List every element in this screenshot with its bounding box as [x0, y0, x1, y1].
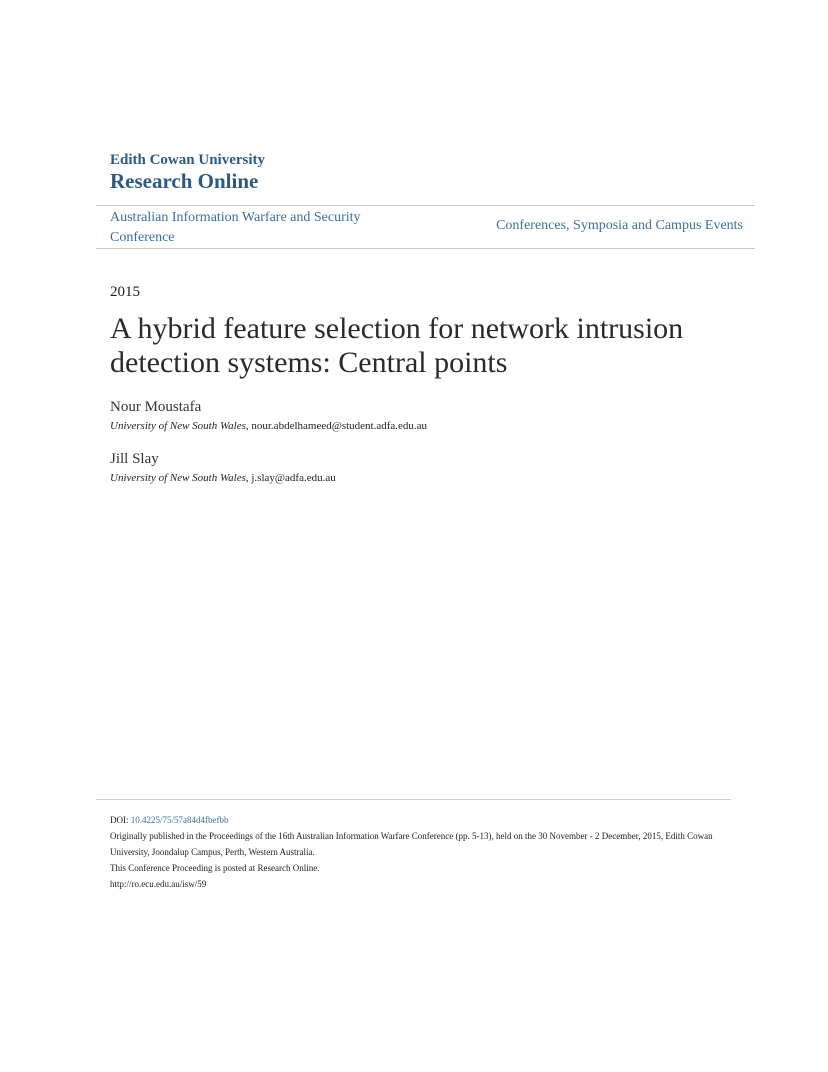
footer-notes — [110, 812, 725, 892]
header-divider-top — [96, 205, 755, 206]
institution-name: Edith Cowan University — [110, 152, 266, 168]
series-link[interactable]: Australian Information Warfare and Security Conference — [110, 210, 361, 245]
publication-year: 2015 — [110, 284, 140, 300]
repository-link[interactable]: Research Online — [110, 169, 259, 193]
author-name: Jill Slay — [110, 451, 159, 467]
author-university: University of New South Wales — [110, 472, 246, 484]
doi-line — [110, 812, 725, 828]
author-university: University of New South Wales — [110, 420, 246, 432]
footer-divider — [96, 799, 731, 800]
doi-label: DOI: — [110, 815, 129, 825]
permalink[interactable]: http://ro.ecu.edu.au/isw/59 — [110, 879, 207, 889]
posted-note: This Conference Proceeding is posted at Research Online. — [110, 863, 320, 873]
author-name: Nour Moustafa — [110, 399, 202, 415]
author-affiliation: University of New South Wales, nour.abdelhameed@student.adfa.edu.au — [110, 420, 428, 432]
paper-title: A hybrid feature selection for network intrusion detection systems: Central points — [110, 312, 684, 379]
author-email[interactable]: nour.abdelhameed@student.adfa.edu.au — [251, 420, 428, 432]
author-affiliation: University of New South Wales, j.slay@adfa.edu.au — [110, 472, 336, 484]
doi-link[interactable]: 10.4225/75/57a84d4fbefbb — [130, 815, 229, 825]
author-email[interactable]: j.slay@adfa.edu.au — [251, 472, 336, 484]
publication-note: Originally published in the Proceedings of the 16th Australian Information Warfare Conference (pp. 5-13), held on the 30 November - 2 December, 2015, Edith Cowan University, Joondalup Campus, Perth, Western Australia. — [110, 831, 713, 857]
collection-link[interactable]: Conferences, Symposia and Campus Events — [496, 218, 743, 233]
header-divider-bottom — [96, 248, 755, 249]
